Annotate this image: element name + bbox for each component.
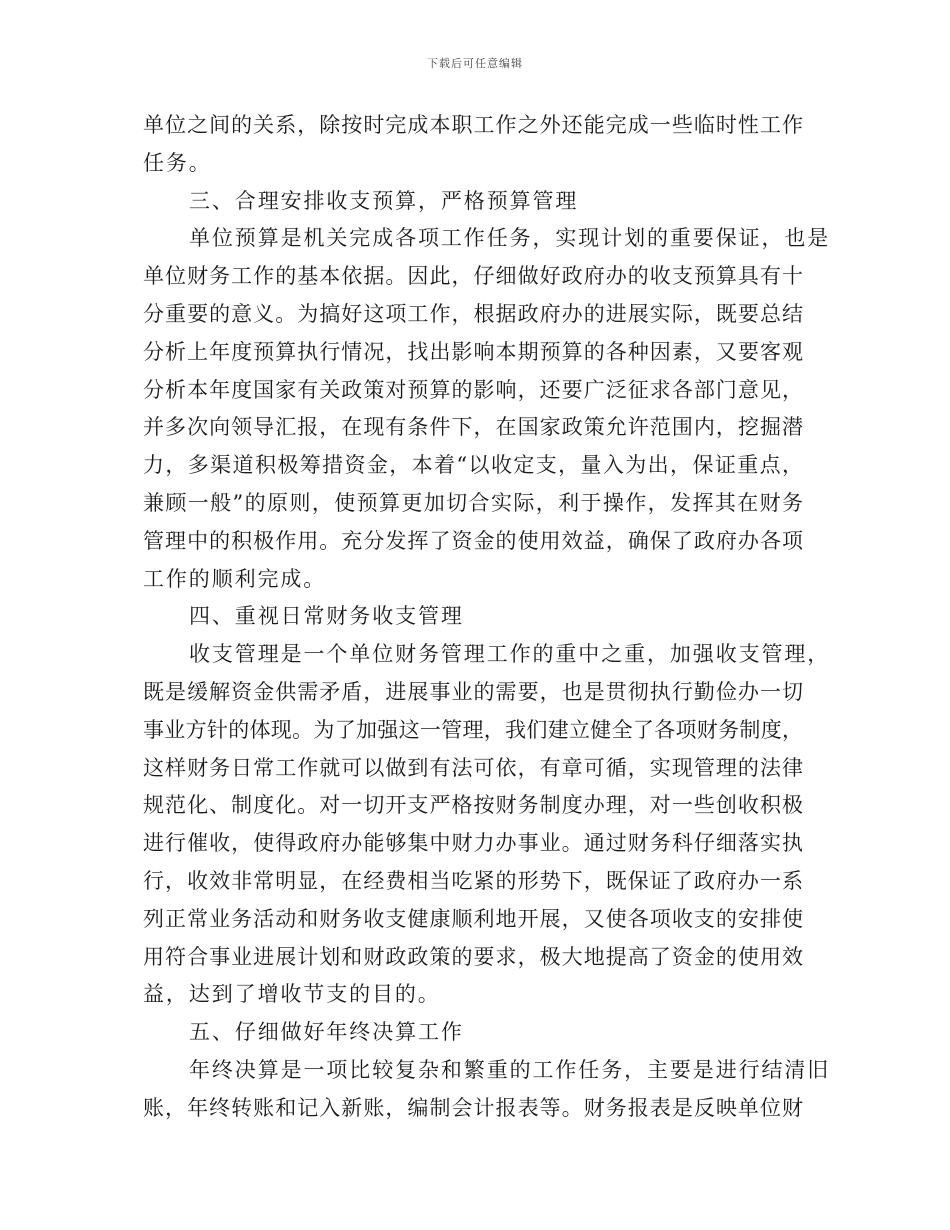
text-line: 事业方针的体现。为了加强这一管理，我们建立健全了各项财务制度， xyxy=(143,717,803,742)
text-line: 用符合事业进展计划和财政政策的要求，极大地提高了资金的使用效 xyxy=(143,944,803,969)
paragraph-last-line: 益，达到了增收节支的目的。 xyxy=(143,982,441,1007)
text-line: 力，多渠道积极筹措资金，本着“以收定支，量入为出，保证重点， xyxy=(143,453,803,478)
section-heading: 四、重视日常财务收支管理 xyxy=(189,604,464,629)
text-line: 规范化、制度化。对一切开支严格按财务制度办理，对一些创收积极 xyxy=(143,793,803,818)
document-body xyxy=(143,107,831,1128)
paragraph-first-line: 单位预算是机关完成各项工作任务，实现计划的重要保证，也是 xyxy=(189,226,831,251)
paragraph-first-line: 收支管理是一个单位财务管理工作的重中之重，加强收支管理， xyxy=(189,642,831,667)
paragraph-last-line: 任务。 xyxy=(143,150,212,175)
text-line: 并多次向领导汇报，在现有条件下，在国家政策允许范围内，挖掘潜 xyxy=(143,415,803,440)
text-line: 单位之间的关系，除按时完成本职工作之外还能完成一些临时性工作 xyxy=(143,113,803,137)
section-heading: 五、仔细做好年终决算工作 xyxy=(189,1020,464,1045)
paragraph-last-line: 工作的顺利完成。 xyxy=(143,566,327,591)
text-line: 这样财务日常工作就可以做到有法可依，有章可循，实现管理的法律 xyxy=(143,755,803,780)
text-line: 列正常业务活动和财务收支健康顺利地开展，又使各项收支的安排使 xyxy=(143,906,803,931)
text-line: 分析本年度国家有关政策对预算的影响，还要广泛征求各部门意见， xyxy=(143,377,803,402)
paragraph-first-line: 年终决算是一项比较复杂和繁重的工作任务，主要是进行结清旧 xyxy=(189,1057,831,1082)
text-line: 账，年终转账和记入新账，编制会计报表等。财务报表是反映单位财 xyxy=(143,1095,803,1120)
text-line: 进行催收，使得政府办能够集中财力办事业。通过财务科仔细落实执 xyxy=(143,831,803,856)
section-heading: 三、合理安排收支预算，严格预算管理 xyxy=(189,188,579,213)
text-line: 既是缓解资金供需矛盾，进展事业的需要，也是贯彻执行勤俭办一切 xyxy=(143,679,803,704)
text-line: 兼顾一般”的原则，使预算更加切合实际，利于操作，发挥其在财务 xyxy=(143,490,803,515)
page-header: 下载后可任意编辑 xyxy=(427,57,523,70)
text-line: 分析上年度预算执行情况，找出影响本期预算的各种因素，又要客观 xyxy=(143,339,803,364)
text-line: 分重要的意义。为搞好这项工作，根据政府办的进展实际，既要总结 xyxy=(143,301,803,326)
text-line: 管理中的积极作用。充分发挥了资金的使用效益，确保了政府办各项 xyxy=(143,528,803,553)
text-line: 行，收效非常明显，在经费相当吃紧的形势下，既保证了政府办一系 xyxy=(143,868,803,893)
text-line: 单位财务工作的基本依据。因此，仔细做好政府办的收支预算具有十 xyxy=(143,264,803,289)
